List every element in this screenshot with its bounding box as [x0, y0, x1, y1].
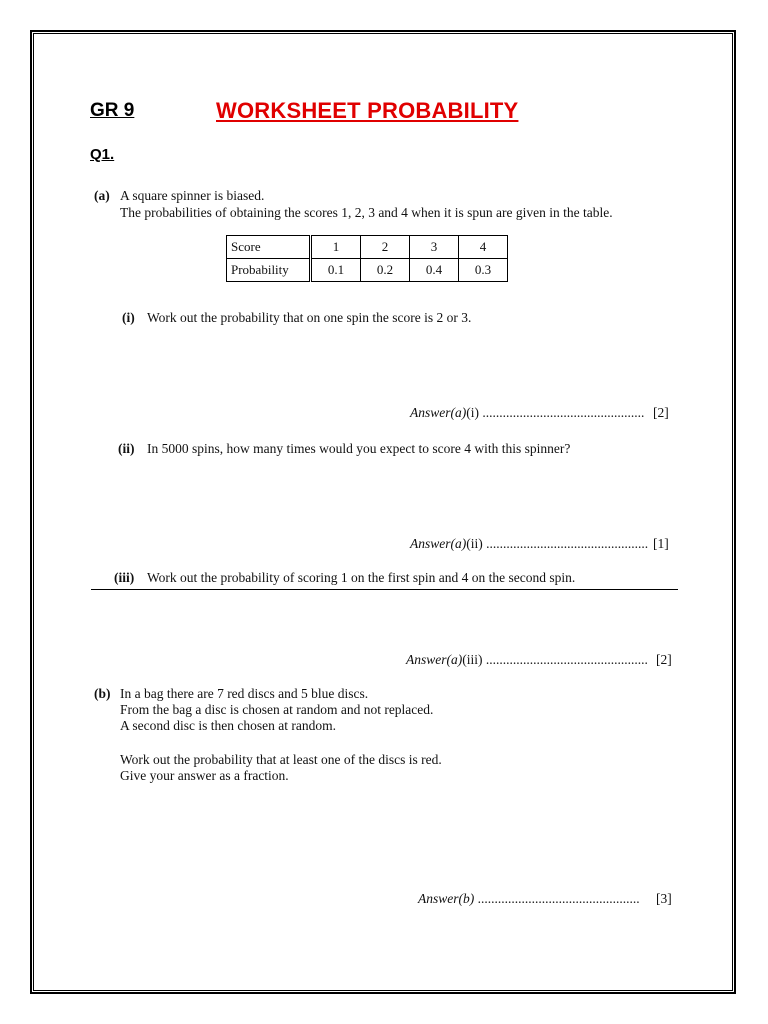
part-b-line1: In a bag there are 7 red discs and 5 blue discs. [120, 686, 369, 701]
answer-line[interactable]: ................................................ [477, 891, 640, 906]
part-b-line2: From the bag a disc is chosen at random and not replaced. [120, 702, 434, 717]
part-a-ii-label: (ii) [118, 441, 135, 456]
part-a-iii-label: (iii) [114, 570, 135, 585]
marks-a-ii: [1] [653, 536, 669, 551]
answer-suffix: (iii) [462, 652, 483, 667]
horizontal-divider [91, 589, 678, 590]
table-header-probability: Probability [227, 259, 311, 282]
part-a-line1: A square spinner is biased. [120, 188, 265, 203]
part-b-line4: Work out the probability that at least one of the discs is red. [120, 752, 442, 767]
answer-label: Answer(b) [418, 891, 475, 906]
table-header-score: Score [227, 236, 311, 259]
answer-b [418, 891, 640, 907]
table-cell-probability: 0.4 [410, 259, 459, 282]
table-row-score [227, 236, 508, 259]
answer-a-ii [410, 536, 648, 552]
part-b-line5: Give your answer as a fraction. [120, 768, 289, 783]
question-number: Q1. [90, 146, 115, 163]
table-cell-score: 4 [459, 236, 508, 259]
answer-a-iii [406, 652, 648, 668]
table-cell-score: 2 [361, 236, 410, 259]
table-row-probability [227, 259, 508, 282]
marks-a-i: [2] [653, 405, 669, 420]
table-cell-probability: 0.1 [311, 259, 361, 282]
part-a-line2: The probabilities of obtaining the scores 1, 2, 3 and 4 when it is spun are given in the table. [120, 205, 613, 220]
answer-suffix: (i) [466, 405, 479, 420]
table-cell-probability: 0.2 [361, 259, 410, 282]
answer-line[interactable]: ................................................ [486, 536, 649, 551]
part-b-label: (b) [94, 686, 111, 701]
answer-label: Answer(a) [410, 536, 467, 551]
marks-a-iii: [2] [656, 652, 672, 667]
part-a-label: (a) [94, 188, 110, 203]
part-b-line3: A second disc is then chosen at random. [120, 718, 336, 733]
part-a-iii-text: Work out the probability of scoring 1 on the first spin and 4 on the second spin. [147, 570, 576, 585]
part-a-i-label: (i) [122, 310, 135, 325]
table-cell-score: 1 [311, 236, 361, 259]
answer-line[interactable]: ................................................ [485, 652, 648, 667]
page-border [30, 30, 736, 994]
marks-b: [3] [656, 891, 672, 906]
answer-line[interactable]: ................................................ [482, 405, 645, 420]
answer-suffix: (ii) [466, 536, 483, 551]
answer-label: Answer(a) [410, 405, 467, 420]
answer-label: Answer(a) [406, 652, 463, 667]
probability-table [226, 235, 508, 282]
part-a-i-text: Work out the probability that on one spin the score is 2 or 3. [147, 310, 472, 325]
part-a-ii-text: In 5000 spins, how many times would you expect to score 4 with this spinner? [147, 441, 571, 456]
table-cell-score: 3 [410, 236, 459, 259]
answer-a-i [410, 405, 644, 421]
worksheet-title: WORKSHEET PROBABILITY [216, 98, 519, 123]
table-cell-probability: 0.3 [459, 259, 508, 282]
grade-label: GR 9 [90, 100, 135, 121]
